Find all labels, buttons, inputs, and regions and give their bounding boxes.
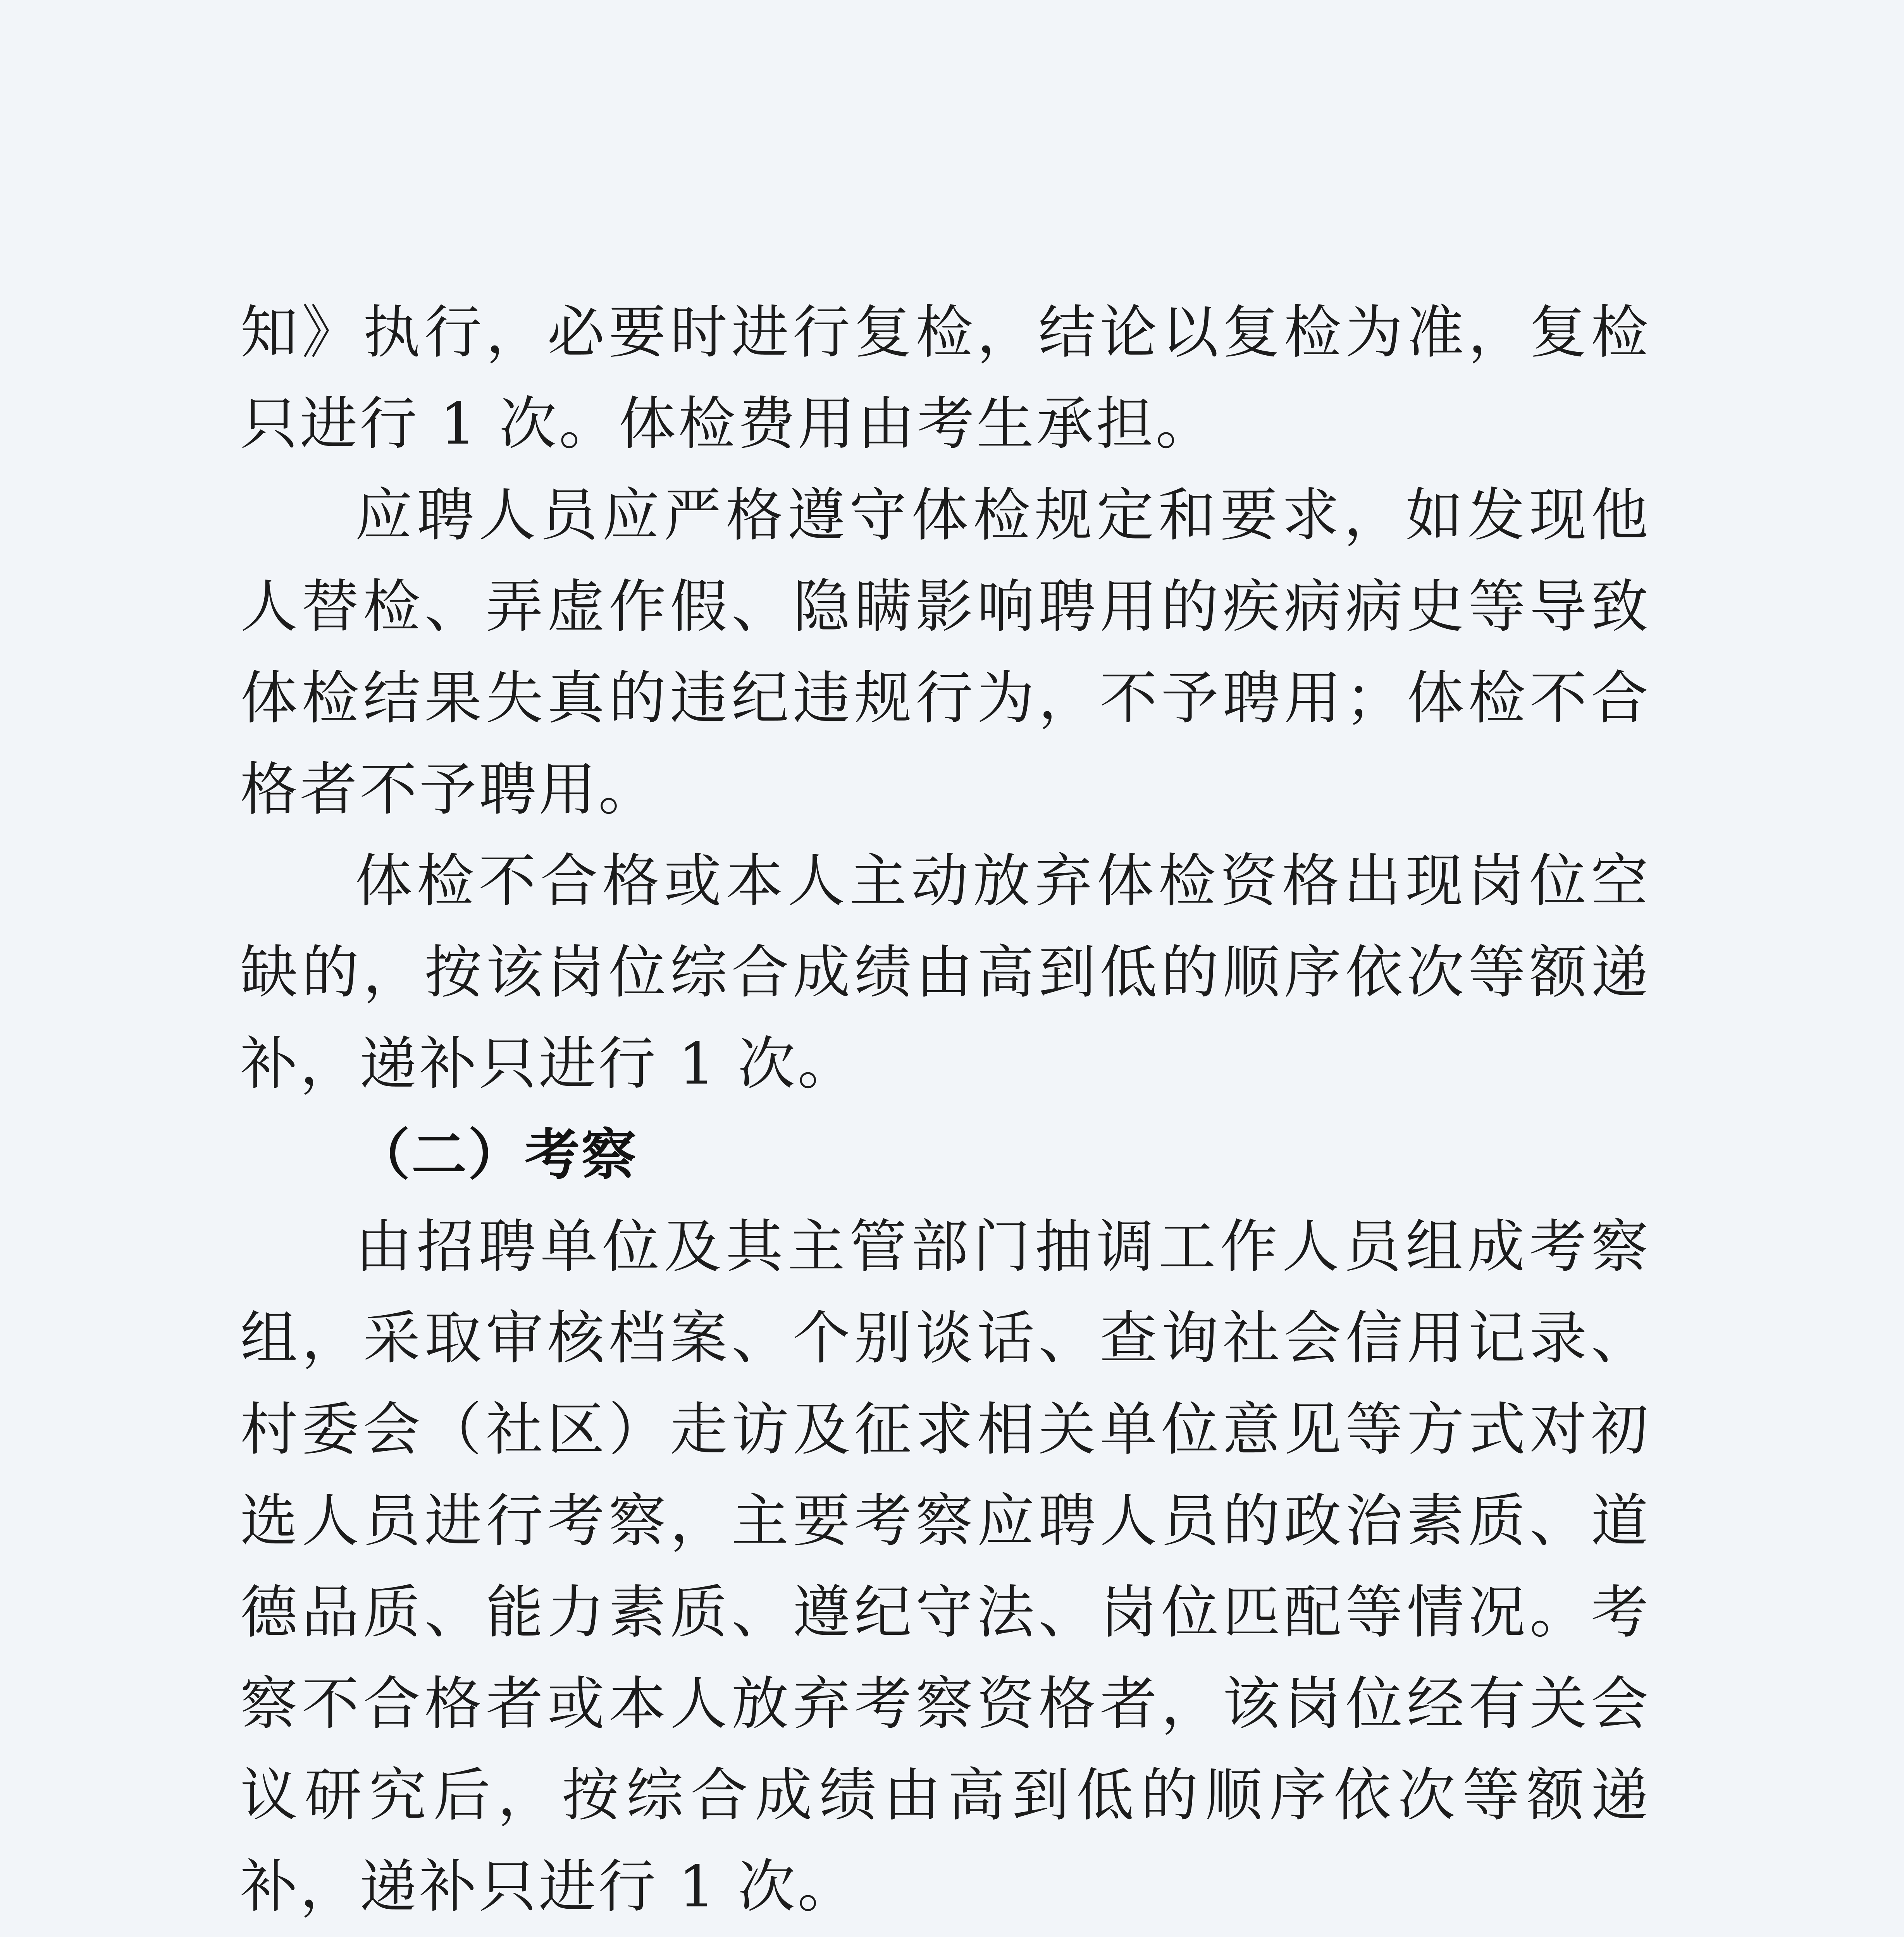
section-heading-publicity-employment [240,1932,1651,1937]
paragraph-health-check-conclusion: 知》执行，必要时进行复检，结论以复检为准，复检只进行 1 次。体检费用由考生承担。 [240,299,1651,457]
paragraph-inspection-process: 由招聘单位及其主管部门抽调工作人员组成考察组，采取审核档案、个别谈话、查询社会信用记录、村委会（社区）走访及征求相关单位意见等方式对初选人员进行考察，主要考察应聘人员的政治素质、道德品质、能力素质、遵纪守法、岗位匹配等情况。考察不合格者或本人放弃考察资格者，该岗位经有关会议研究后，按综合成绩由高到低的顺序依次等额递补，递补只进行 1 次。 [240,1213,1651,1920]
paragraph-health-check-vacancy: 体检不合格或本人主动放弃体检资格出现岗位空缺的，按该岗位综合成绩由高到低的顺序依次等额递补，递补只进行 1 次。 [240,848,1651,1097]
section-heading-inspection: （二）考察 [355,1123,638,1187]
document-body [240,287,1651,1937]
paragraph-health-check-discipline: 应聘人员应严格遵守体检规定和要求，如发现他人替检、弄虚作假、隐瞒影响聘用的疾病病史等导致体检结果失真的违纪违规行为，不予聘用；体检不合格者不予聘用。 [240,482,1651,823]
